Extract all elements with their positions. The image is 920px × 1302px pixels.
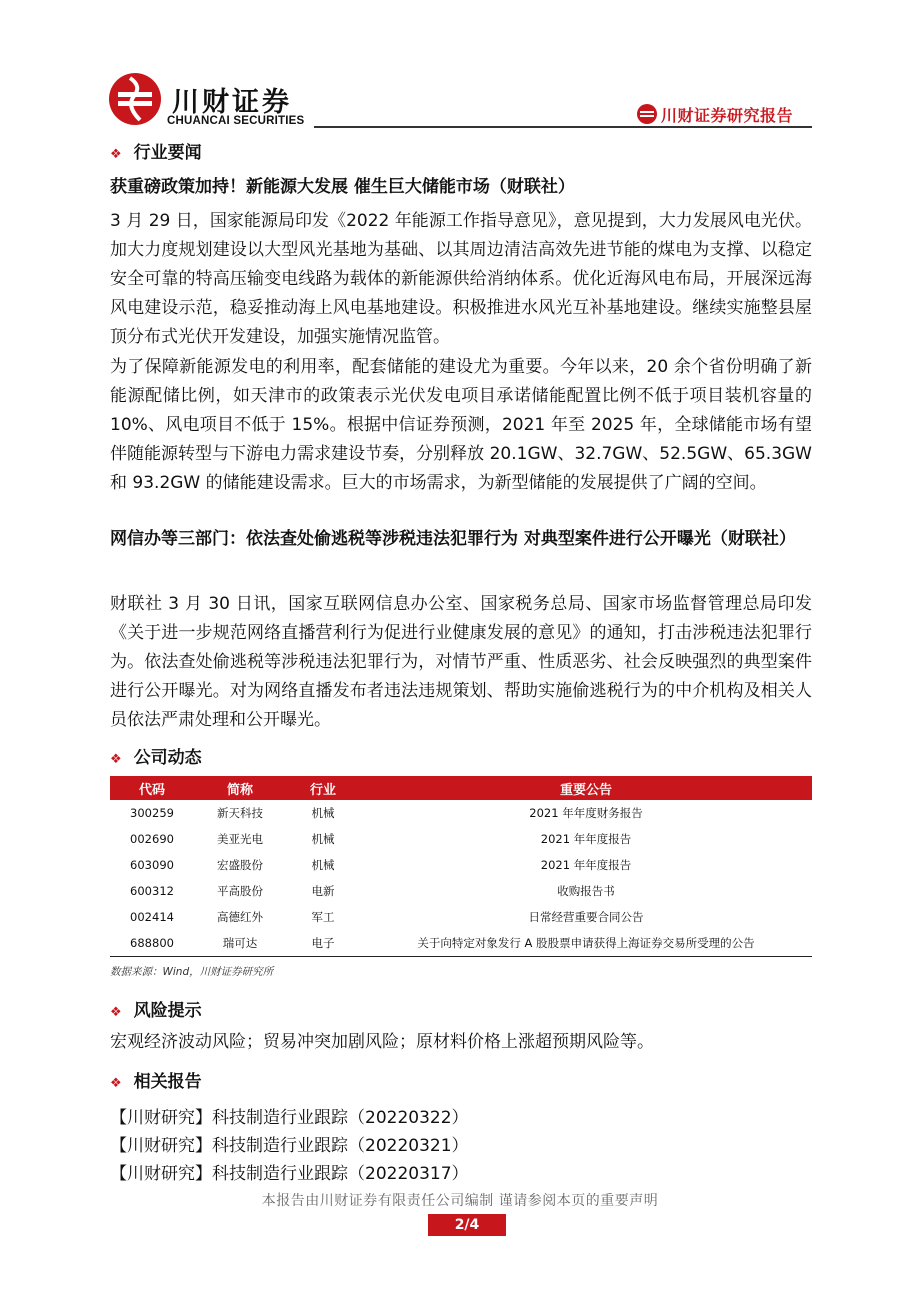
article-title: 获重磅政策加持！新能源大发展 催生巨大储能市场（财联社） [110,177,575,197]
cell-industry: 电新 [311,884,335,898]
cell-industry: 机械 [311,806,335,820]
cell-name: 平高股份 [217,884,263,898]
diamond-bullet-icon: ❖ [110,1005,122,1020]
cell-industry: 电子 [286,930,360,956]
chuancai-logo-icon [108,72,162,126]
table-row [110,826,812,852]
cell-announcement: 2021 年年度财务报告 [529,806,643,820]
cell-industry: 军工 [311,910,335,924]
cell-announcement: 收购报告书 [557,884,615,898]
section-title: 公司动态 [133,748,202,768]
cell-code: 600312 [130,884,174,898]
cell-code: 603090 [130,858,174,872]
cell-announcement: 日常经营重要合同公告 [528,910,644,924]
section-title: 相关报告 [133,1072,202,1092]
table-row [110,904,812,930]
header-industry: 行业 [286,776,360,800]
header-name: 简称 [194,776,286,800]
page-number: 2/4 [428,1214,506,1236]
cell-code: 002414 [130,910,174,924]
cell-announcement: 2021 年年度报告 [540,858,632,872]
article-paragraph: 3 月 29 日，国家能源局印发《2022 年能源工作指导意见》，意见提到，大力发展风电光伏。加大力度规划建设以大型风光基地为基础、以其周边清洁高效先进节能的煤电为支撑、以稳定安全可靠的特高压输变电线路为载体的新能源供给消纳体系。优化近海风电布局，开展深远海风电建设示范，稳妥推动海上风电基地建设。积极推进水风光互补基地建设。继续实施整县屋顶分布式光伏开发建设，加强实施情况监管。 [110,211,812,347]
logo-chinese-name: 川财证券 [172,87,292,118]
section-company-dynamics [110,743,202,768]
related-report-link[interactable]: 【川财研究】科技制造行业跟踪（20220317） [110,1164,469,1184]
header-announcement: 重要公告 [360,776,812,800]
cell-industry: 机械 [311,858,335,872]
cell-announcement: 2021 年年度报告 [540,832,632,846]
risk-paragraph: 宏观经济波动风险；贸易冲突加剧风险；原材料价格上涨超预期风险等。 [110,1032,654,1052]
related-report-link[interactable]: 【川财研究】科技制造行业跟踪（20220322） [110,1108,469,1128]
announcement-table [110,776,812,957]
section-related-reports [110,1067,202,1092]
article-paragraph: 为了保障新能源发电的利用率，配套储能的建设尤为重要。今年以来，20 余个省份明确了新能源配储比例，如天津市的政策表示光伏发电项目承诺储能配置比例不低于项目装机容量的 10%、风电项目不低于 15%。根据中信证券预测，2021 年至 2025 年，全球储能市场有望伴随能源转型与下游电力需求建设节奏，分别释放 20.1GW、32.7GW、52.5GW、65.3GW 和 93.2GW 的储能建设需求。巨大的市场需求，为新型储能的发展提供了广阔的空间。 [110,357,812,493]
cell-industry: 机械 [311,832,335,846]
cell-name: 高德红外 [217,910,263,924]
report-brand-title: 川财证券研究报告 [661,106,794,125]
logo-english-name: CHUANCAI SECURITIES [167,115,305,127]
cell-name: 新天科技 [217,806,263,820]
cell-name: 美亚光电 [217,832,263,846]
cell-announcement: 关于向特定对象发行 A 股股票申请获得上海证券交易所受理的公告 [360,930,812,956]
diamond-bullet-icon: ❖ [110,147,122,162]
article-paragraph: 财联社 3 月 30 日讯，国家互联网信息办公室、国家税务总局、国家市场监督管理总局印发《关于进一步规范网络直播营利行为促进行业健康发展的意见》的通知，打击涉税违法犯罪行为。依法查处偷逃税等涉税违法犯罪行为，对情节严重、性质恶劣、社会反映强烈的典型案件进行公开曝光。对为网络直播发布者违法违规策划、帮助实施偷逃税行为的中介机构及相关人员依法严肃处理和公开曝光。 [110,594,812,730]
cell-name: 宏盛股份 [217,858,263,872]
cell-code: 688800 [110,930,194,956]
cell-name: 瑞可达 [194,930,286,956]
footer-disclaimer: 本报告由川财证券有限责任公司编制 谨请参阅本页的重要声明 [261,1193,659,1209]
section-industry-news [110,138,202,163]
section-title: 行业要闻 [133,143,202,163]
table-row [110,800,812,826]
table-row [110,852,812,878]
article-title: 网信办等三部门：依法查处偷逃税等涉税违法犯罪行为 对典型案件进行公开曝光（财联社） [110,529,796,549]
header-divider [314,126,812,128]
cell-code: 002690 [130,832,174,846]
section-title: 风险提示 [133,1001,202,1021]
table-source-note: 数据来源：Wind，川财证券研究所 [110,966,274,978]
page-header [0,0,920,140]
brand-small-logo-icon [636,103,658,125]
table-header-row [110,776,812,800]
table-row [110,878,812,904]
diamond-bullet-icon: ❖ [110,1076,122,1091]
related-report-link[interactable]: 【川财研究】科技制造行业跟踪（20220321） [110,1136,469,1156]
cell-code: 300259 [130,806,174,820]
header-code: 代码 [110,776,194,800]
diamond-bullet-icon: ❖ [110,752,122,767]
table-row [110,930,812,956]
section-risk [110,996,202,1021]
